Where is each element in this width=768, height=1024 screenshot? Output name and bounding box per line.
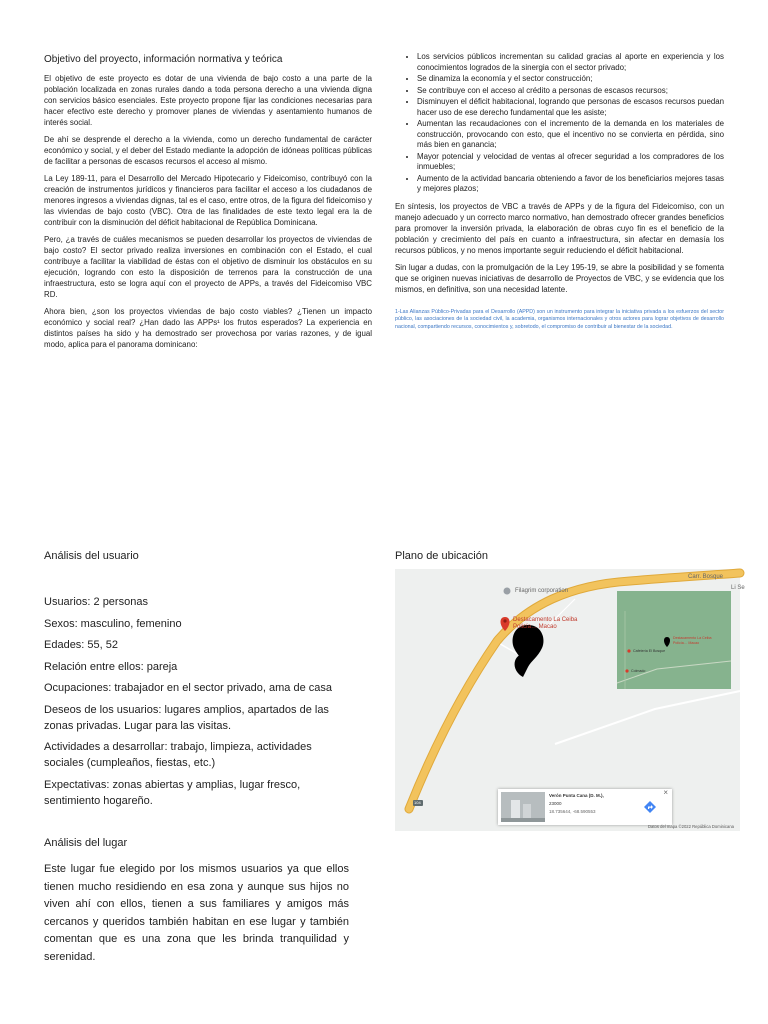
card-coordinates: 18.735644, -68.590553 xyxy=(549,809,596,814)
objetivo-paragraph: Pero, ¿a través de cuáles mecanismos se pueden desarrollar los proyectos de viviendas de bajo costo? El sector privado realiza inversiones en combinación con el Estado, el cual contribuye a facilitar la viabilidad de éstas con el objetivo de disminuir los obstáculos en su ejecución, logrando con esto la disposición de terrenos para la construcción de una infraestructura, esto se logra aquí con el proyecto de APPs, a través del Fideicomiso VBC RD. xyxy=(44,235,372,299)
footnote: 1-Las Alianzas Público-Privadas para el Desarrollo (APPD) son un instrumento para integrar la iniciativa privada a los esfuerzos del sector público, las asociaciones de la sociedad civil, la academia, organismos internacionales y otros actores para lograr objetivos de desarrollo nacional, compartiendo recursos, conocimientos y, sobretodo, el compromiso de contribuir al bienestar de la sociedad. xyxy=(395,308,724,330)
road-edge-label: Li Se xyxy=(731,585,745,591)
list-item: • Mayor potencial y velocidad de ventas al ofrecer seguridad a los compradores de los inmuebles; xyxy=(417,152,724,173)
inset-poi2-label: Colmado xyxy=(631,669,646,673)
inset-poi-label: Cafetería El Bosque xyxy=(633,649,666,653)
route-badge-label: 104 xyxy=(414,800,421,805)
objetivo-paragraph: La Ley 189-11, para el Desarrollo del Mercado Hipotecario y Fideicomiso, contribuyó con la creación de instrumentos jurídicos y financieros para facilitar el acceso a los ciudadanos de menores ingresos a viviendas dignas, tal es el caso, entre otros, de la figura del fideicomiso y las viviendas de bajo costo (VBC). Otra de las finalidades de este texto legal era la de contribuir con la disminución del déficit habitacional de República Dominicana. xyxy=(44,174,372,227)
objetivo-title: Objetivo del proyecto, información normativa y teórica xyxy=(44,54,283,65)
road-label: Carr. Bosque xyxy=(688,574,724,580)
location-map[interactable] xyxy=(395,569,745,831)
objetivo-paragraph: De ahí se desprende el derecho a la vivienda, como un derecho fundamental de carácter económico y social, y el deber del Estado mediante la adopción de idóneas políticas públicas de facilitar a personas de escasos recursos el acceso al mismo. xyxy=(44,135,372,166)
usuario-item: Sexos: masculino, femenino xyxy=(44,617,182,630)
list-item: • Disminuyen el déficit habitacional, logrando que personas de escasos recursos puedan hacer uso de ese derecho fundamental que les asiste; xyxy=(417,97,724,118)
usuario-item: Relación entre ellos: pareja xyxy=(44,660,178,673)
inset-place-sublabel: Policía… Macao xyxy=(673,641,700,645)
place-thumbnail xyxy=(501,792,545,822)
usuario-title: Análisis del usuario xyxy=(44,550,139,562)
usuario-item: Edades: 55, 52 xyxy=(44,639,119,651)
map-attribution: Datos del mapa ©2022 República Dominicana xyxy=(648,824,734,829)
usuario-list xyxy=(44,594,349,814)
list-item: • Los servicios públicos incrementan su calidad gracias al aporte en experiencia y los conocimientos logrados de la sinergia con el sector privado; xyxy=(417,52,724,73)
objetivo-paragraph: El objetivo de este proyecto es dotar de una vivienda de bajo costo a una parte de la población localizada en zonas rurales dando a toda persona derecho a una vivienda digna con servicios básico esenciales. Este proyecto propone fijar las condiciones necesarias para hacer efectivo este derecho y promover planes de viviendas y asentamiento humanos de interés social. xyxy=(44,74,372,127)
close-icon[interactable]: × xyxy=(663,788,668,797)
usuario-item: Expectativas: zonas abiertas y amplias, lugar fresco, sentimiento hogareño. xyxy=(44,778,301,807)
building-icon xyxy=(501,792,545,822)
place-info-card[interactable] xyxy=(498,789,672,825)
sintesis-paragraph: En síntesis, los proyectos de VBC a través de APPs y de la figura del Fideicomiso, con un manejo adecuado y un correcto marco normativo, han demostrado ofrecer grandes beneficios para promover la inversión privada, la elaboración de obras cuyo fin es el beneficio de la población y crecimiento del país en cuanto a infraestructura, sin afectar en demasía los recursos públicos, y no menos importante seguir reduciendo el déficit habitacional. xyxy=(395,201,724,255)
directions-icon[interactable] xyxy=(644,801,656,813)
plano-title: Plano de ubicación xyxy=(395,550,488,562)
company-label: Filagrim corporation xyxy=(515,588,569,594)
card-postal-code: 23000 xyxy=(549,801,562,806)
beneficios-section xyxy=(395,52,724,331)
beneficios-list xyxy=(395,52,724,195)
inset-place-label: Destacamento La Ceiba xyxy=(673,636,712,640)
objetivo-paragraph: Ahora bien, ¿son los proyectos viviendas de bajo costo viables? ¿Tienen un impacto económico y social real? ¿Han dado las APPs¹ los frutos esperados? La experiencia en distintos países ha sido y ha demostrado ser provechosa por varias razones, y de igual modo, aplica para el panorama dominicano: xyxy=(44,307,372,349)
lugar-text: Este lugar fue elegido por los mismos usuarios ya que ellos tienen mucho residiendo en esa zona y aunque sus hijos no viven ahí con ellos, tienen a sus familiares y amigos más cercanos y queridos también habitan en ese lugar y también comentan que es una zona que les brinda tranquilidad y serenidad. xyxy=(44,863,349,963)
usuario-item: Deseos de los usuarios: lugares amplios, apartados de las zonas privadas. Lugar para las visitas. xyxy=(44,703,329,732)
usuario-item: Ocupaciones: trabajador en el sector privado, ama de casa xyxy=(44,682,332,694)
inset-satellite-map[interactable] xyxy=(617,591,731,689)
conclusion-paragraph: Sin lugar a dudas, con la promulgación de la Ley 195-19, se abre la posibilidad y se fomenta que se originen nuevas iniciativas de desarrollo de Proyectos de VBC, y se evidencia que los mismos, en definitiva, son una necesidad latente. xyxy=(395,262,724,294)
usuario-item: Actividades a desarrollar: trabajo, limpieza, actividades sociales (cumpleaños, fiestas, etc.) xyxy=(44,741,312,769)
place-label: Destacamento La Ceiba xyxy=(513,617,578,623)
list-item: • Se dinamiza la economía y el sector construcción; xyxy=(417,74,724,85)
list-item: • Se contribuye con el acceso al crédito a personas de escasos recursos; xyxy=(417,86,724,97)
objetivo-section xyxy=(44,52,372,356)
lugar-title: Análisis del lugar xyxy=(44,837,128,849)
place-sublabel: Policía… Macao xyxy=(513,624,557,630)
usuario-item: Usuarios: 2 personas xyxy=(44,596,148,608)
list-item: • Aumentan las recaudaciones con el incremento de la demanda en los materiales de construcción, provocando con esto, que el incentivo no se convierta en pérdida, sino más bien en ganancia; xyxy=(417,119,724,151)
card-place-name: Verón Punta Cana (D. M.), xyxy=(549,793,604,798)
list-item: • Aumento de la actividad bancaria obteniendo a favor de los beneficiarios mejores tasas y mejores plazos; xyxy=(417,174,724,195)
